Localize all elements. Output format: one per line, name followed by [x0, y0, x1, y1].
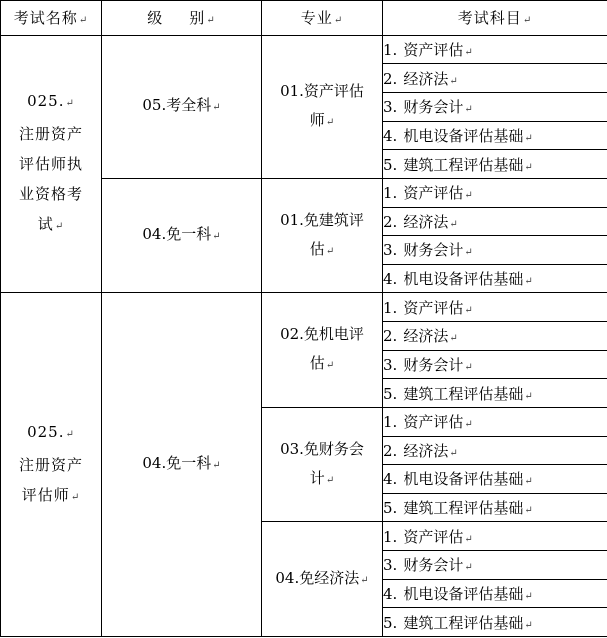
subject-cell: 1. 资产评估↵	[383, 407, 607, 436]
subject-cell: 2. 经济法↵	[383, 64, 607, 93]
subject-cell: 3. 财务会计↵	[383, 551, 607, 580]
major-cell: 01.免建筑评 估↵	[262, 178, 383, 293]
header-row	[1, 1, 607, 36]
major-cell: 04.免经济法↵	[262, 522, 383, 637]
table-row	[1, 293, 607, 322]
subject-cell: 4. 机电设备评估基础↵	[383, 465, 607, 494]
subject-cell: 2. 经济法↵	[383, 207, 607, 236]
subject-cell: 3. 财务会计↵	[383, 236, 607, 265]
subject-cell: 1. 资产评估↵	[383, 35, 607, 64]
subject-cell: 1. 资产评估↵	[383, 293, 607, 322]
subject-cell: 4. 机电设备评估基础↵	[383, 264, 607, 293]
header-major: 专业↵	[262, 1, 383, 36]
subject-cell: 4. 机电设备评估基础↵	[383, 121, 607, 150]
level-cell: 04.免一科↵	[102, 178, 262, 293]
level-cell: 05.考全科↵	[102, 35, 262, 178]
subject-cell: 3. 财务会计↵	[383, 350, 607, 379]
subject-cell: 2. 经济法↵	[383, 436, 607, 465]
header-subjects: 考试科目↵	[383, 1, 607, 36]
subject-cell: 1. 资产评估↵	[383, 178, 607, 207]
header-exam-name: 考试名称↵	[1, 1, 102, 36]
subject-cell: 5. 建筑工程评估基础↵	[383, 379, 607, 408]
header-level: 级 别↵	[102, 1, 262, 36]
subject-cell: 1. 资产评估↵	[383, 522, 607, 551]
exam-name-cell: 025.↵ 注册资产 评估师↵	[1, 293, 102, 637]
subject-cell: 5. 建筑工程评估基础↵	[383, 150, 607, 179]
exam-name-cell: 025.↵ 注册资产 评估师执 业资格考 试↵	[1, 35, 102, 293]
major-cell: 03.免财务会 计↵	[262, 407, 383, 522]
level-cell: 04.免一科↵	[102, 293, 262, 637]
table-row	[1, 35, 607, 64]
major-cell: 01.资产评估 师↵	[262, 35, 383, 178]
subject-cell: 2. 经济法↵	[383, 322, 607, 351]
major-cell: 02.免机电评 估↵	[262, 293, 383, 408]
subject-cell: 3. 财务会计↵	[383, 93, 607, 122]
subject-cell: 5. 建筑工程评估基础↵	[383, 493, 607, 522]
subject-cell: 4. 机电设备评估基础↵	[383, 579, 607, 608]
subject-cell: 5. 建筑工程评估基础↵	[383, 608, 607, 637]
